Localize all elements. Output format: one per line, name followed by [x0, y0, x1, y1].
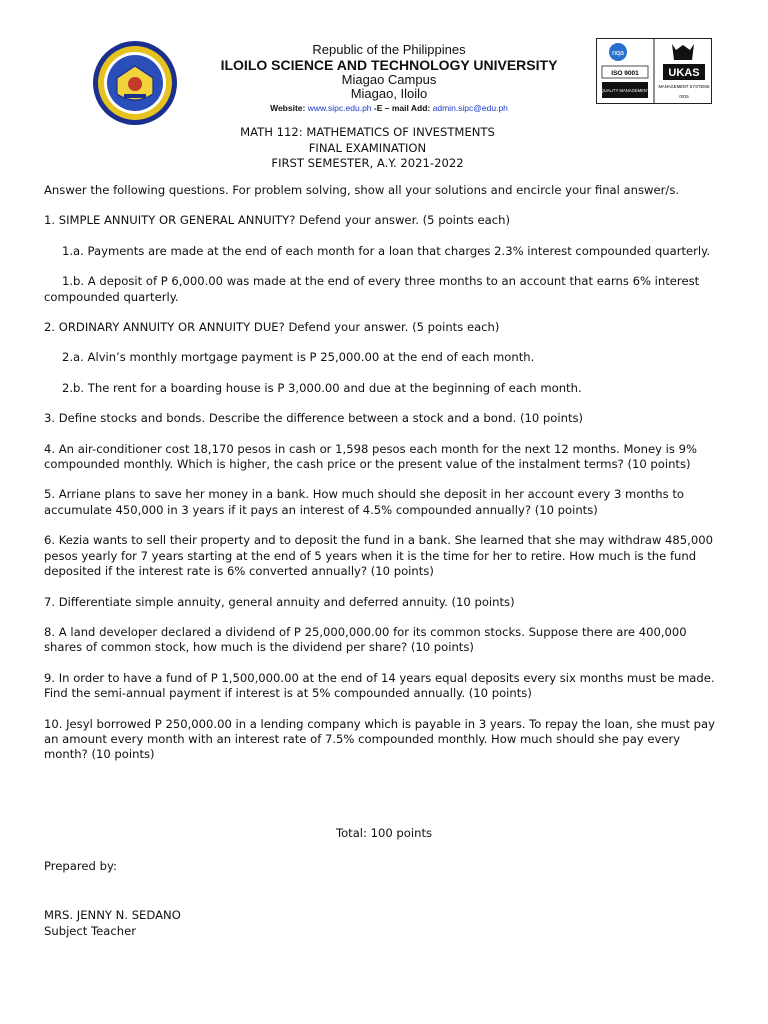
university-header — [180, 42, 598, 114]
instructions: Answer the following questions. For problem solving, show all your solutions and encircle your final answer/s. — [44, 183, 680, 197]
prepared-by-label: Prepared by: — [44, 859, 117, 873]
contact-line — [180, 102, 598, 114]
signature-block — [44, 907, 181, 939]
university-name: ILOILO SCIENCE AND TECHNOLOGY UNIVERSITY — [220, 57, 558, 73]
semester: FIRST SEMESTER, A.Y. 2021-2022 — [271, 156, 464, 170]
nqa-text: nqa — [612, 50, 624, 57]
exam-type: FINAL EXAMINATION — [308, 140, 427, 155]
question-2b: 2.b. The rent for a boarding house is P 3,000.00 and due at the beginning of each month. — [62, 380, 582, 395]
ukas-code: 0015 — [679, 94, 689, 99]
website-label: Website: — [270, 103, 306, 113]
certification-logo — [596, 38, 712, 104]
teacher-name: MRS. JENNY N. SEDANO — [44, 908, 181, 922]
course-title: MATH 112: MATHEMATICS OF INVESTMENTS — [240, 125, 495, 139]
campus-name: Miagao Campus — [341, 72, 437, 87]
iso-text: ISO 9001 — [611, 70, 639, 77]
campus-location: Miagao, Iloilo — [350, 86, 428, 101]
question-5: 5. Arriane plans to save her money in a bank. How much should she deposit in her account every 3 months to accumulate 450,000 in 3 years if it pays an interest of 4.5% compounded annually? (10 points) — [44, 487, 685, 517]
quality-text: QUALITY MANAGEMENT — [600, 88, 650, 93]
question-10: 10. Jesyl borrowed P 250,000.00 in a lending company which is payable in 3 years. To repay the loan, she must pay an amount every month with an interest rate of 7.5% compounded monthly. How much should she pay every month? (10 points) — [44, 716, 716, 762]
question-1: 1. SIMPLE ANNUITY OR GENERAL ANNUITY? Defend your answer. (5 points each) — [44, 213, 511, 228]
question-1a: 1.a. Payments are made at the end of each month for a loan that charges 2.3% interest compounded quarterly. — [62, 243, 711, 258]
teacher-role: Subject Teacher — [44, 924, 136, 938]
website-link[interactable]: www.sipc.edu.ph — [307, 103, 372, 113]
question-1b: 1.b. A deposit of P 6,000.00 was made at the end of every three months to an account that earns 6% interest compounded quarterly. — [44, 274, 700, 304]
question-2a: 2.a. Alvin’s monthly mortgage payment is P 25,000.00 at the end of each month. — [62, 350, 535, 365]
republic-line: Republic of the Philippines — [312, 42, 466, 57]
exam-body — [44, 183, 724, 763]
question-8: 8. A land developer declared a dividend of P 25,000,000.00 for its common stocks. Suppose there are 400,000 shares of common stock, how much is the dividend per share? (10 points) — [44, 624, 687, 655]
email-link[interactable]: admin.sipc@edu.ph — [432, 103, 508, 113]
exam-title-block — [180, 125, 555, 172]
question-2: 2. ORDINARY ANNUITY OR ANNUITY DUE? Defend your answer. (5 points each) — [44, 320, 500, 335]
question-4: 4. An air-conditioner cost 18,170 pesos in cash or 1,598 pesos each month for the next 12 months. Money is 9% compounded monthly. Which is higher, the cash price or the present value of the instalment terms? (10 points) — [44, 441, 697, 472]
ukas-text: UKAS — [668, 67, 700, 79]
question-7: 7. Differentiate simple annuity, general annuity and deferred annuity. (10 points) — [44, 594, 515, 609]
question-3: 3. Define stocks and bonds. Describe the difference between a stock and a bond. (10 points) — [44, 411, 584, 426]
question-6: 6. Kezia wants to sell their property and to deposit the fund in a bank. She learned that she may withdraw 485,000 pesos yearly for 7 years starting at the end of 5 years when it is the time for her to retire. How much is the fund deposited if the interest rate is 6% converted annually? (10 points) — [44, 533, 713, 579]
question-9: 9. In order to have a fund of P 1,500,000.00 at the end of 14 years equal deposits every six months must be made. Find the semi-annual payment if interest is at 5% compounded annually. (10 points) — [44, 670, 715, 701]
total-points: Total: 100 points — [335, 826, 433, 840]
email-label: -E – mail Add: — [373, 103, 431, 113]
ukas-sub-text: MANAGEMENT SYSTEMS — [658, 84, 710, 89]
university-seal-logo — [92, 40, 178, 126]
